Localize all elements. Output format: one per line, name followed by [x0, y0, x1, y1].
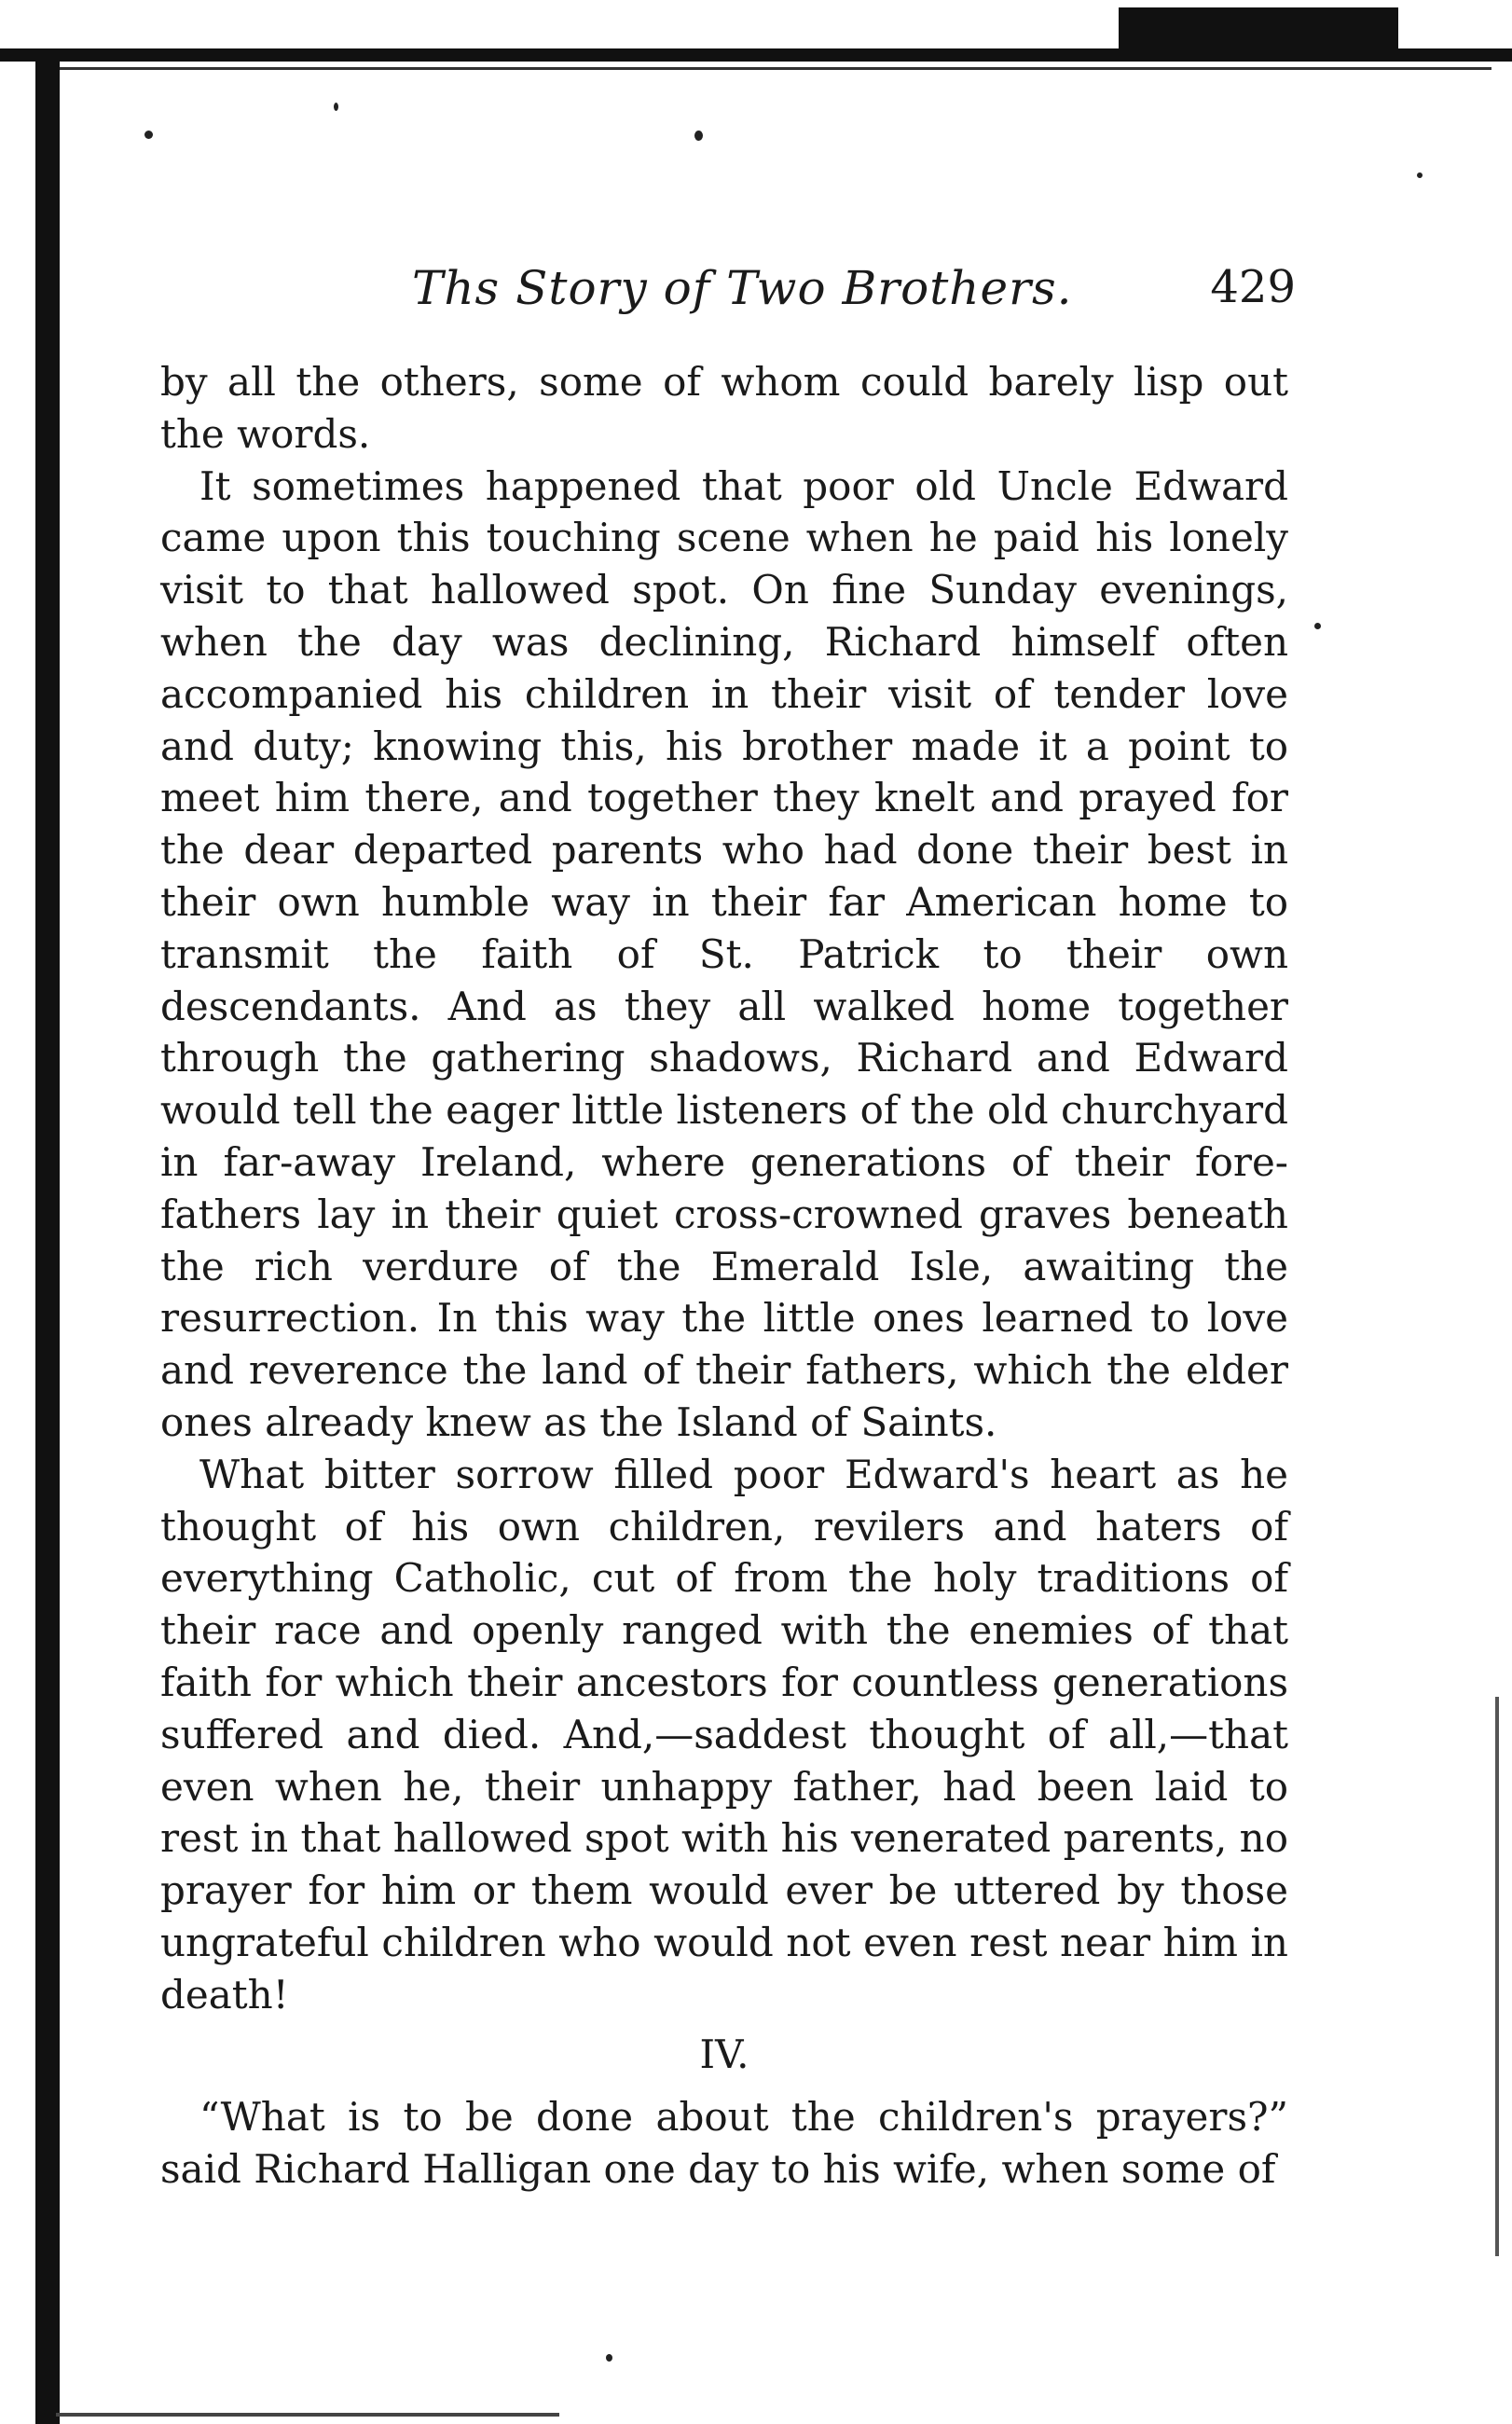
scan-speck: [694, 131, 703, 141]
paragraph: What bitter sorrow filled poor Edward's heart as he thought of his own children, revilers and haters of everything Catholic, cut of from the holy traditions of their race and openly ranged with the enemies of that faith for which their ancestors for countless generations suffered and died. And,—saddest thought of all,—that even when he, their unhappy father, had been laid to rest in that hallowed spot with his venerated parents, no prayer for him or them would ever be uttered by those ungrateful children who would not even rest near him in death!: [160, 1451, 1288, 2018]
scan-speck: [1417, 172, 1423, 178]
scan-top-rule: [56, 67, 1491, 70]
paragraph: It sometimes happened that poor old Uncle Edward came upon this touching scene when he paid his lonely visit to that hallowed spot. On fine Sunday evenings, when the day was declining, Richard himself often accompanied his children in their visit of tender love and duty; knowing this, his brother made it a point to meet him there, and together they knelt and prayed for the dear departed parents who had done their best in their own humble way in their far American home to transmit the faith of St. Patrick to their own descendants. And as they all walked home together through the gathering shadows, Richard and Edward would tell the eager little listeners of the old churchyard in far-away Ireland, where generations of their fore-fathers lay in their quiet cross-crowned graves beneath the rich verdure of the Emerald Isle, awaiting the resurrection. In this way the little ones learned to love and reverence the land of their fathers, which the elder ones already knew as the Island of Saints.: [160, 462, 1288, 1445]
scan-speck: [606, 2354, 612, 2362]
book-page: [160, 261, 1296, 2196]
body-text: [160, 356, 1288, 2196]
scan-speck: [144, 131, 153, 139]
running-title: Ths Story of Two Brothers.: [412, 261, 1073, 315]
scan-speck: [1314, 623, 1321, 629]
paragraph-continued: by all the others, some of whom could barely lisp out the words.: [160, 359, 1288, 457]
scan-right-edge: [1495, 1697, 1499, 2256]
scan-speck: [334, 103, 338, 111]
scan-edge-block: [1119, 7, 1398, 54]
scan-bottom-rule: [56, 2413, 559, 2417]
section-heading: IV.: [699, 2031, 749, 2077]
scan-left-border: [35, 48, 60, 2424]
page-number: 429: [1210, 261, 1296, 313]
paragraph: “What is to be done about the children's prayers?” said Richard Halligan one day to his wife, when some of: [160, 2094, 1288, 2193]
scan-top-border: [0, 48, 1512, 62]
running-head: [160, 261, 1296, 336]
